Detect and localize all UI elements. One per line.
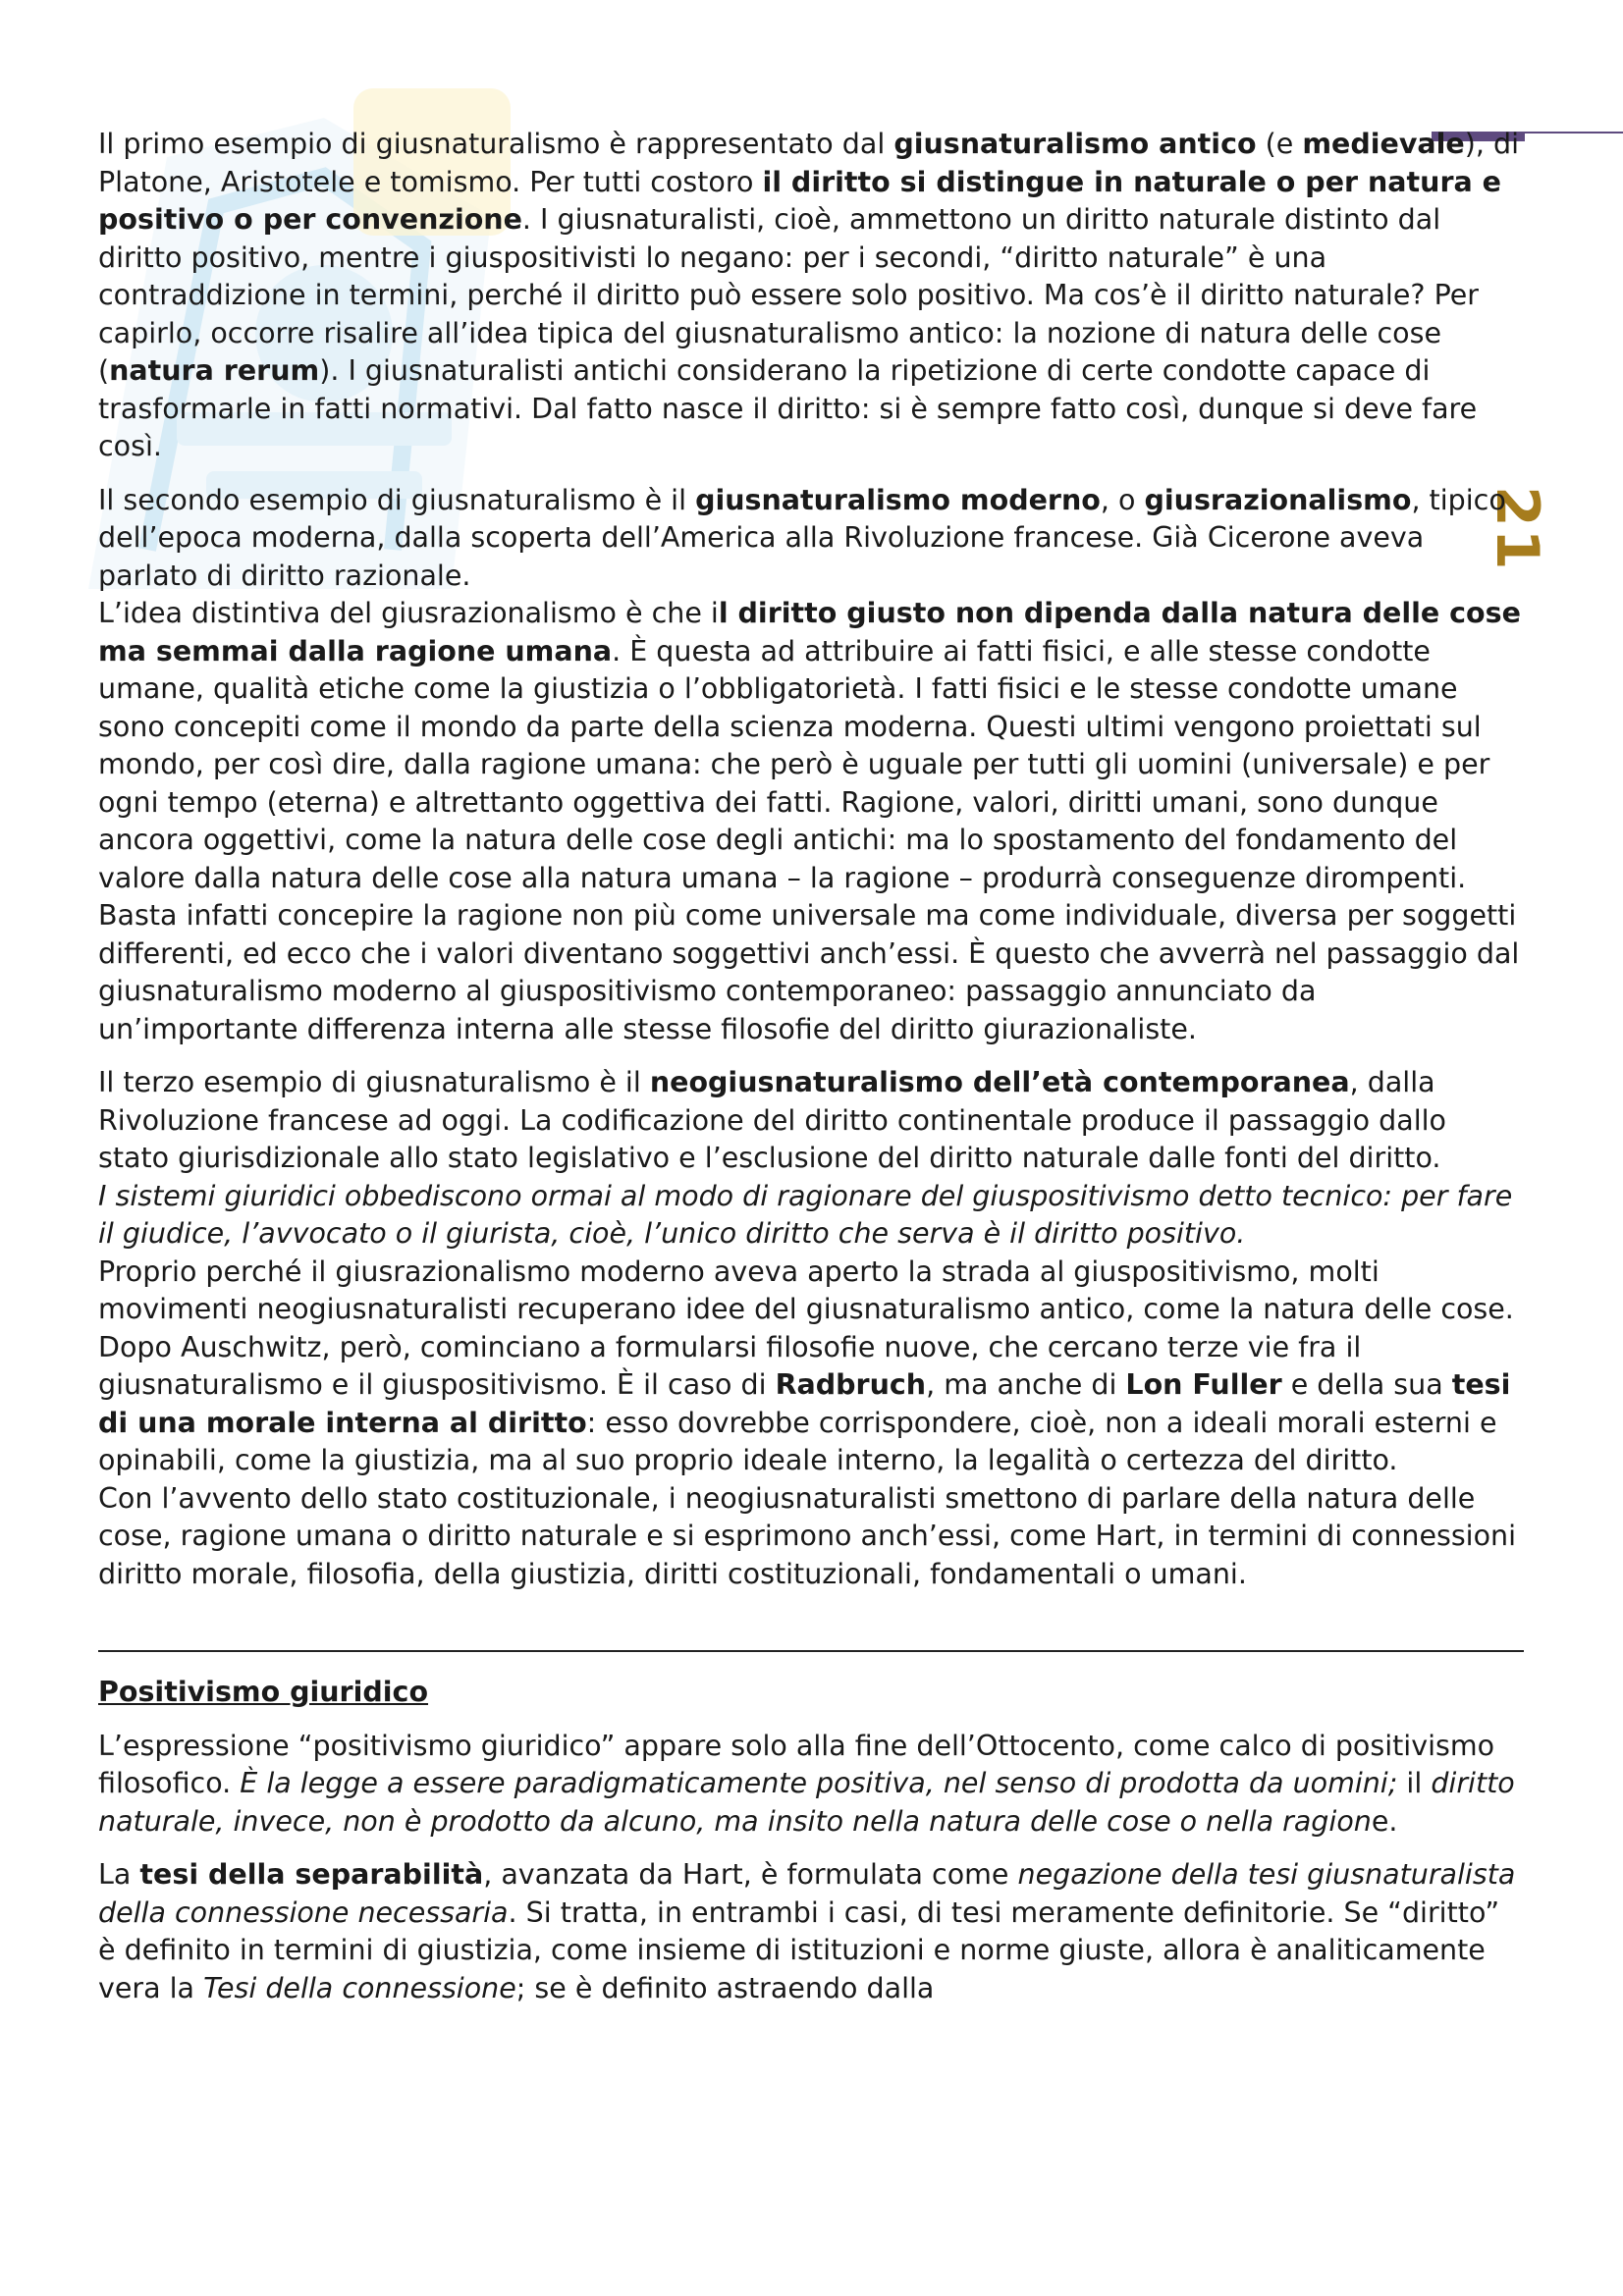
paragraph-neogiusnaturalismo: Il terzo esempio di giusnaturalismo è il neogiusnaturalismo dell’età contemporanea, dalla Rivoluzione francese ad oggi. La codificazione del diritto continentale produce il passaggio dallo stato giurisdizionale allo stato legislativo e l’esclusione del diritto naturale dalle fonti del diritto. <box>98 1066 1446 1174</box>
paragraph-giusnaturalismo-moderno: Il secondo esempio di giusnaturalismo è il giusnaturalismo moderno, o giusrazionalismo, tipico dell’epoca moderna, dalla scoperta dell’America alla Rivoluzione francese. Già Cicerone aveva parlato di diritto razionale. <box>98 483 1506 592</box>
section-title: Positivismo giuridico <box>98 1676 429 1708</box>
paragraph-radbruch-fuller: Proprio perché il giusrazionalismo moderno aveva aperto la strada al giuspositivismo, molti movimenti neogiusnaturalisti recuperano idee del giusnaturalismo antico, come la natura delle cose. Dopo Auschwitz, però, cominciano a formularsi filosofie nuove, che cercano terze vie fra il giusnaturalismo e il giuspositivismo. È il caso di Radbruch, ma anche di Lon Fuller e della sua tesi di una morale interna al diritto: esso dovrebbe corrispondere, cioè, non a ideali morali esterni e opinabili, come la giustizia, ma al suo proprio ideale interno, la legalità o certezza del diritto. <box>98 1255 1514 1476</box>
paragraph-positivismo-giuridico: L’espressione “positivismo giuridico” appare solo alla fine dell’Ottocento, come calco di positivismo filosofico. È la legge a essere paradigmaticamente positiva, nel senso di prodotta da uomini; il diritto naturale, invece, non è prodotto da alcuno, ma insito nella natura delle cose o nella ragione. <box>98 1729 1515 1838</box>
header-accent-line <box>1525 132 1623 133</box>
paragraph-stato-costituzionale: Con l’avvento dello stato costituzionale, i neogiusnaturalisti smettono di parlare della natura delle cose, ragione umana o diritto naturale e si esprimono anch’essi, come Hart, in termini di connessioni diritto morale, filosofia, della giustizia, diritti costituzionali, fondamentali o umani. <box>98 1481 1517 1590</box>
paragraph-tesi-separabilita: La tesi della separabilità, avanzata da Hart, è formulata come negazione della tesi giusnaturalista della connessione necessaria. Si tratta, in entrambi i casi, di tesi meramente definitorie. Se “diritto” è definito in termini di giustizia, come insieme di istituzioni e norme giuste, allora è analiticamente vera la Tesi della connessione; se è definito astraendo dalla <box>98 1858 1516 2004</box>
page-number: 21 <box>1483 486 1551 572</box>
paragraph-sistemi-giuridici: I sistemi giuridici obbediscono ormai al modo di ragionare del giuspositivismo detto tecnico: per fare il giudice, l’avvocato o il giurista, cioè, l’unico diritto che serva è il diritto positivo. <box>98 1179 1513 1250</box>
document-body <box>98 126 1524 2007</box>
paragraph-giusrazionalismo: L’idea distintiva del giusrazionalismo è che il diritto giusto non dipenda dalla natura delle cose ma semmai dalla ragione umana. È questa ad attribuire ai fatti fisici, e alle stesse condotte umane, qualità etiche come la giustizia o l’obbligatorietà. I fatti fisici e le stesse condotte umane sono concepiti come il mondo da parte della scienza moderna. Questi ultimi vengono proiettati sul mondo, per così dire, dalla ragione umana: che però è uguale per tutti gli uomini (universale) e per ogni tempo (eterna) e altrettanto oggettiva dei fatti. Ragione, valori, diritti umani, sono dunque ancora oggettivi, come la natura delle cose degli antichi: ma lo spostamento del fondamento del valore dalla natura delle cose alla natura umana – la ragione – produrrà conseguenze dirompenti. Basta infatti concepire la ragione non più come universale ma come individuale, diversa per soggetti differenti, ed ecco che i valori diventano soggettivi anch’essi. È questo che avverrà nel passaggio dal giusnaturalismo moderno al giuspositivismo contemporaneo: passaggio annunciato da un’importante differenza interna alle stesse filosofie del diritto giurazionaliste. <box>98 597 1521 1045</box>
section-divider <box>98 1650 1524 1652</box>
paragraph-giusnaturalismo-antico: Il primo esempio di giusnaturalismo è rappresentato dal giusnaturalismo antico (e medievale), di Platone, Aristotele e tomismo. Per tutti costoro il diritto si distingue in naturale o per natura e positivo o per convenzione. I giusnaturalisti, cioè, ammettono un diritto naturale distinto dal diritto positivo, mentre i giuspositivisti lo negano: per i secondi, “diritto naturale” è una contraddizione in termini, perché il diritto può essere solo positivo. Ma cos’è il diritto naturale? Per capirlo, occorre risalire all’idea tipica del giusnaturalismo antico: la nozione di natura delle cose (natura rerum). I giusnaturalisti antichi considerano la ripetizione di certe condotte capace di trasformarle in fatti normativi. Dal fatto nasce il diritto: si è sempre fatto così, dunque si deve fare così. <box>98 128 1520 462</box>
